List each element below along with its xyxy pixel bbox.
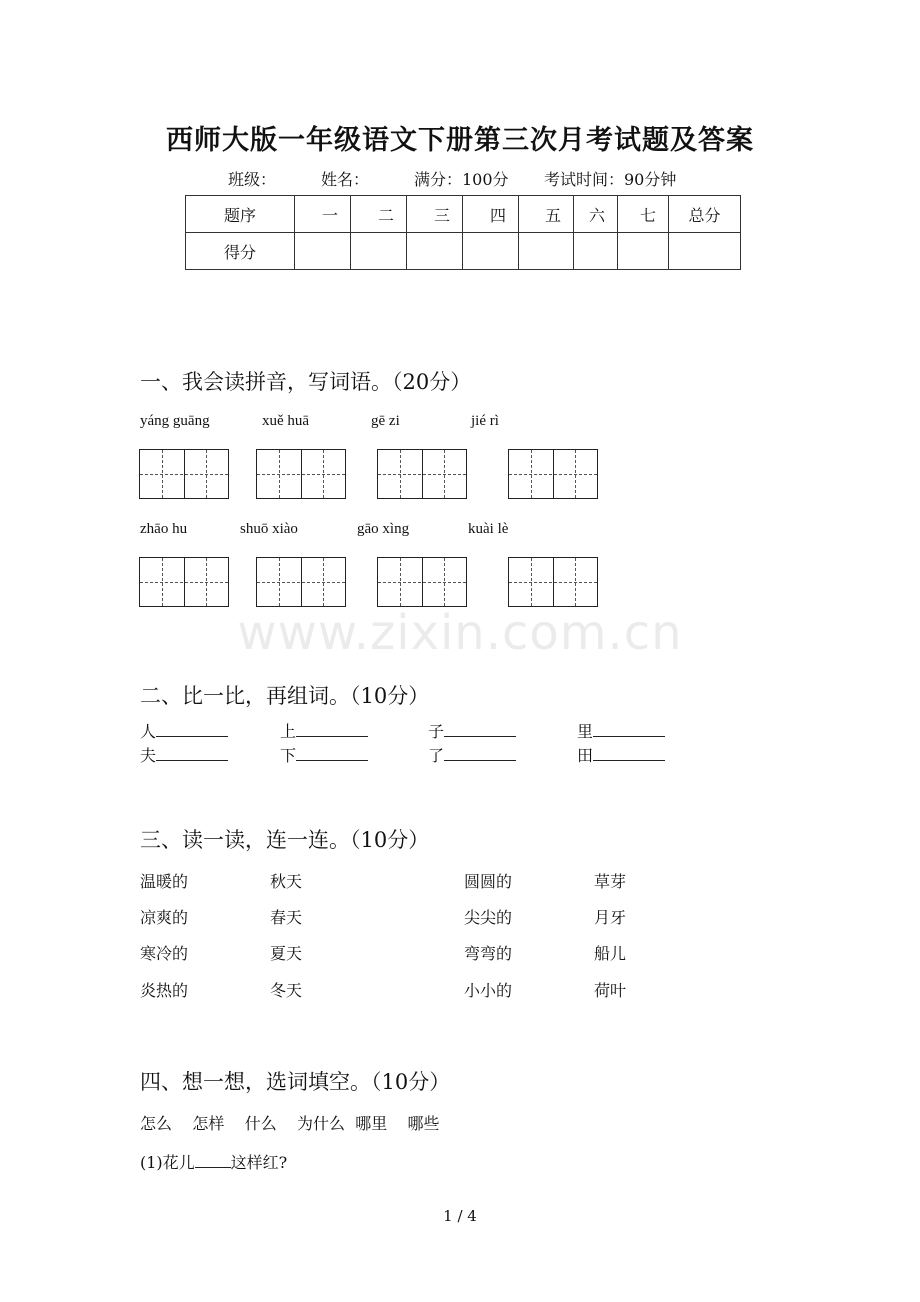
answer-blank[interactable]: [195, 1155, 231, 1168]
col-header: 四: [463, 196, 519, 233]
writing-grid[interactable]: [377, 449, 467, 499]
question-1: [140, 1150, 287, 1173]
col-header: 三: [407, 196, 463, 233]
score-cell[interactable]: [574, 233, 618, 270]
compare-item: [577, 719, 665, 742]
character: 夫: [140, 746, 157, 765]
answer-blank[interactable]: [296, 746, 368, 761]
score-cell[interactable]: [295, 233, 351, 270]
compare-item: [140, 743, 228, 766]
answer-blank[interactable]: [156, 746, 228, 761]
writing-grid[interactable]: [377, 557, 467, 607]
exam-time: 考试时间：90分钟: [544, 170, 677, 189]
row-label-score: 得分: [186, 233, 295, 270]
writing-grid[interactable]: [508, 557, 598, 607]
match-item[interactable]: 春天: [270, 908, 303, 927]
compare-item: [428, 743, 516, 766]
pinyin: yáng guāng: [140, 413, 210, 429]
full-score: 满分：100分: [414, 170, 509, 189]
character: 子: [428, 722, 445, 741]
col-header: 七: [618, 196, 669, 233]
col-header: 五: [519, 196, 574, 233]
pinyin: zhāo hu: [140, 521, 188, 537]
section-2-heading: 二、比一比，再组词。（10分）: [140, 684, 430, 708]
table-row: [186, 196, 741, 233]
writing-grid[interactable]: [139, 449, 229, 499]
pinyin: gāo xìng: [357, 521, 410, 537]
writing-grid[interactable]: [256, 449, 346, 499]
character: 田: [577, 746, 594, 765]
word-options: 怎么 怎样 什么 为什么 哪里 哪些: [140, 1114, 440, 1133]
section-1-heading: 一、我会读拼音，写词语。（20分）: [140, 370, 472, 394]
answer-blank[interactable]: [444, 746, 516, 761]
pinyin: jié rì: [471, 413, 499, 429]
compare-item: [140, 719, 228, 742]
col-header: 一: [295, 196, 351, 233]
col-header-total: 总分: [669, 196, 741, 233]
table-row: [186, 233, 741, 270]
match-item[interactable]: 尖尖的: [464, 908, 513, 927]
match-item[interactable]: 船儿: [594, 944, 627, 963]
match-item[interactable]: 凉爽的: [140, 908, 189, 927]
character: 了: [428, 746, 445, 765]
score-cell[interactable]: [351, 233, 407, 270]
col-header: 二: [351, 196, 407, 233]
match-item[interactable]: 温暖的: [140, 872, 189, 891]
match-item[interactable]: 炎热的: [140, 981, 189, 1000]
watermark: www.zixin.com.cn: [237, 605, 683, 661]
pinyin: xuě huā: [262, 413, 310, 429]
question-text: (1)花儿: [140, 1153, 195, 1172]
answer-blank[interactable]: [296, 722, 368, 737]
section-3-heading: 三、读一读，连一连。（10分）: [140, 828, 430, 852]
character: 上: [280, 722, 297, 741]
row-label-order: 题序: [186, 196, 295, 233]
score-cell[interactable]: [618, 233, 669, 270]
character: 下: [280, 746, 297, 765]
pinyin: shuō xiào: [240, 521, 298, 537]
writing-grid[interactable]: [508, 449, 598, 499]
answer-blank[interactable]: [156, 722, 228, 737]
character: 人: [140, 722, 157, 741]
match-item[interactable]: 寒冷的: [140, 944, 189, 963]
match-item[interactable]: 冬天: [270, 981, 303, 1000]
match-item[interactable]: 圆圆的: [464, 872, 513, 891]
score-cell[interactable]: [463, 233, 519, 270]
pinyin: gē zi: [371, 413, 400, 429]
match-item[interactable]: 秋天: [270, 872, 303, 891]
match-item[interactable]: 月牙: [594, 908, 627, 927]
answer-blank[interactable]: [593, 722, 665, 737]
question-text: 这样红?: [230, 1153, 288, 1172]
compare-item: [280, 743, 368, 766]
score-cell[interactable]: [407, 233, 463, 270]
page-number: 1 / 4: [443, 1207, 477, 1225]
score-cell[interactable]: [669, 233, 741, 270]
answer-blank[interactable]: [593, 746, 665, 761]
match-item[interactable]: 小小的: [464, 981, 513, 1000]
col-header: 六: [574, 196, 618, 233]
match-item[interactable]: 荷叶: [594, 981, 627, 1000]
exam-info: [228, 167, 676, 190]
answer-blank[interactable]: [444, 722, 516, 737]
score-table: [185, 195, 741, 270]
score-cell[interactable]: [519, 233, 574, 270]
pinyin: kuài lè: [468, 521, 509, 537]
character: 里: [577, 722, 594, 741]
section-4-heading: 四、想一想，选词填空。（10分）: [140, 1070, 451, 1094]
compare-item: [577, 743, 665, 766]
writing-grid[interactable]: [256, 557, 346, 607]
compare-item: [428, 719, 516, 742]
name-label: 姓名：: [321, 170, 370, 189]
compare-item: [280, 719, 368, 742]
match-item[interactable]: 夏天: [270, 944, 303, 963]
page-title: 西师大版一年级语文下册第三次月考试题及答案: [166, 125, 754, 156]
match-item[interactable]: 草芽: [594, 872, 627, 891]
match-item[interactable]: 弯弯的: [464, 944, 513, 963]
writing-grid[interactable]: [139, 557, 229, 607]
class-label: 班级：: [228, 170, 277, 189]
